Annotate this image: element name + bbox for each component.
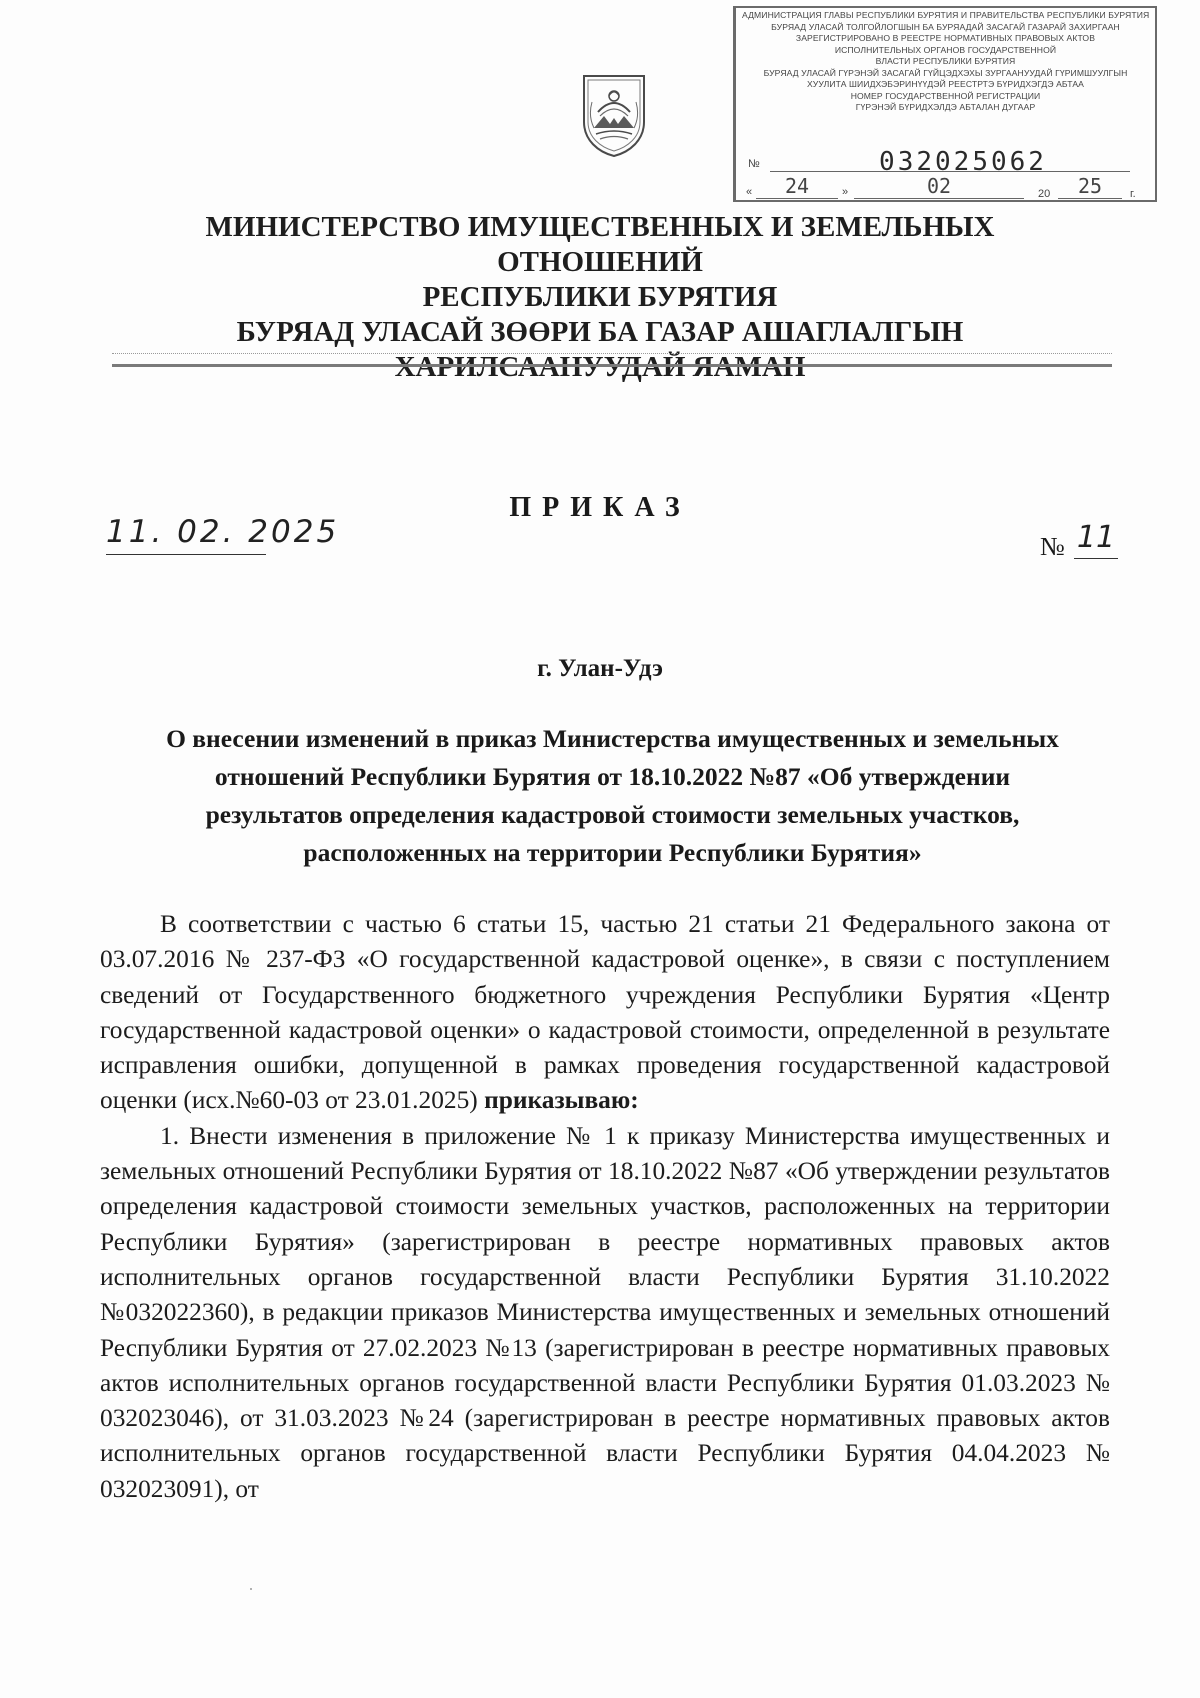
stamp-line: ХУУЛИТА ШИИДХЭБЭРИНҮҮДЭЙ РЕЕСТРТЭ БҮРИДХЭГДЭ АБТАА	[806, 79, 1085, 89]
body-paragraph-item-1: 1. Внести изменения в приложение № 1 к приказу Министерства имущественных и земельных отношений Республики Бурятия от 18.10.2022 №87 «Об утверждении результатов определения кадастровой стоимости земельных участков, расположенных на территории Республики Бурятия» (зарегистрирован в реестре нормативных правовых актов исполнительных органов государственной власти Республики Бурятия 31.10.2022 №032022360), в редакции приказов Министерства имущественных и земельных отношений Республики Бурятия от 27.02.2023 №13 (зарегистрирован в реестре нормативных правовых актов исполнительных органов государственной власти Республики Бурятия 01.03.2023 № 032023046), от 31.03.2023 №24 (зарегистрирован в реестре нормативных правовых актов исполнительных органов государственной власти Республики Бурятия 04.04.2023 № 032023091), от	[100, 1121, 1110, 1503]
header-divider-dotted	[112, 353, 1112, 354]
stamp-line: ИСПОЛНИТЕЛЬНЫХ ОРГАНОВ ГОСУДАРСТВЕННОЙ	[834, 44, 1057, 55]
stamp-line: ЗАРЕГИСТРИРОВАНО В РЕЕСТРЕ НОРМАТИВНЫХ ПРАВОВЫХ АКТОВ	[795, 33, 1096, 43]
stamp-line: ГҮРЭНЭЙ БҮРИДХЭЛДЭ АБТАЛАН ДУГААР	[855, 102, 1036, 112]
city: г. Улан-Удэ	[537, 655, 663, 682]
stamp-line: НОМЕР ГОСУДАРСТВЕННОЙ РЕГИСТРАЦИИ	[850, 90, 1041, 101]
subject-line: О внесении изменений в приказ Министерства имущественных и земельных	[166, 724, 1059, 753]
order-number-label: №	[1040, 532, 1065, 561]
stamp-line: БУРЯАД УЛАСАЙ ТОЛГОЙЛОГШЫН БА БУРЯАДАЙ ЗАСАГАЙ ГАЗАРАЙ ЗАХИРГААН	[771, 21, 1120, 32]
header-line: РЕСПУБЛИКИ БУРЯТИЯ	[422, 281, 778, 313]
stamp-date-open-quote: «	[746, 186, 753, 198]
stamp-line: ВЛАСТИ РЕСПУБЛИКИ БУРЯТИЯ	[875, 56, 1016, 66]
header-divider	[112, 364, 1112, 367]
stamp-number-label: №	[748, 158, 760, 170]
order-verb: приказываю:	[484, 1086, 639, 1115]
order-body	[100, 907, 1110, 1507]
order-date-handwritten: 11. 02. 2025	[106, 510, 266, 555]
stamp-registration-number-row	[748, 147, 1148, 177]
order-subject	[120, 720, 1105, 872]
stamp-date-month: 02	[854, 174, 1024, 199]
stamp-date-suffix: г.	[1130, 188, 1136, 200]
header-line: БУРЯАД УЛАСАЙ ЗӨӨРИ БА ГАЗАР АШАГЛАЛГЫН	[236, 316, 964, 348]
ministry-header	[100, 210, 1100, 385]
preamble-text: В соответствии с частью 6 статьи 15, частью 21 статьи 21 Федерального закона от 03.07.2016 № 237-ФЗ «О государственной кадастровой оценке», в связи с поступлением сведений от Государственного бюджетного учреждения Республики Бурятия «Центр государственной кадастровой оценки» о кадастровой стоимости, определенной в результате исправления ошибки, допущенной в рамках проведения государственной кадастровой оценки (исх.№60-03 от 23.01.2025)	[100, 910, 1110, 1115]
order-number-handwritten: 11	[1074, 518, 1118, 559]
subject-line: результатов определения кадастровой стоимости земельных участков,	[205, 800, 1020, 829]
subject-line: отношений Республики Бурятия от 18.10.2022 №87 «Об утверждении	[214, 762, 1011, 791]
stamp-date-century: 20	[1038, 188, 1051, 200]
stamp-date-close-quote: »	[842, 186, 849, 198]
header-line: ХАРИЛСААНУУДАЙ ЯАМАН	[394, 351, 806, 383]
stamp-date-row	[746, 174, 1150, 202]
buryatia-coat-of-arms-icon	[578, 72, 650, 158]
stamp-date-day: 24	[756, 174, 838, 199]
stamp-registration-number: 032025062	[879, 147, 1047, 177]
stamp-line: АДМИНИСТРАЦИЯ ГЛАВЫ РЕСПУБЛИКИ БУРЯТИЯ И ПРАВИТЕЛЬСТВА РЕСПУБЛИКИ БУРЯТИЯ	[742, 10, 1149, 20]
document-title: ПРИКАЗ	[509, 492, 691, 523]
scan-speck	[250, 1588, 252, 1590]
stamp-line: БУРЯАД УЛАСАЙ ГҮРЭНЭЙ ЗАСАГАЙ ГҮЙЦЭДХЭХЫ ЗУРГААНУУДАЙ ГҮРИМШУУЛГЫН	[763, 67, 1128, 78]
stamp-date-year: 25	[1058, 174, 1122, 199]
subject-line: расположенных на территории Республики Бурятия»	[303, 838, 922, 867]
header-line: МИНИСТЕРСТВО ИМУЩЕСТВЕННЫХ И ЗЕМЕЛЬНЫХ ОТНОШЕНИЙ	[205, 211, 995, 278]
registration-stamp	[733, 6, 1157, 202]
body-paragraph-preamble	[100, 907, 1110, 1119]
